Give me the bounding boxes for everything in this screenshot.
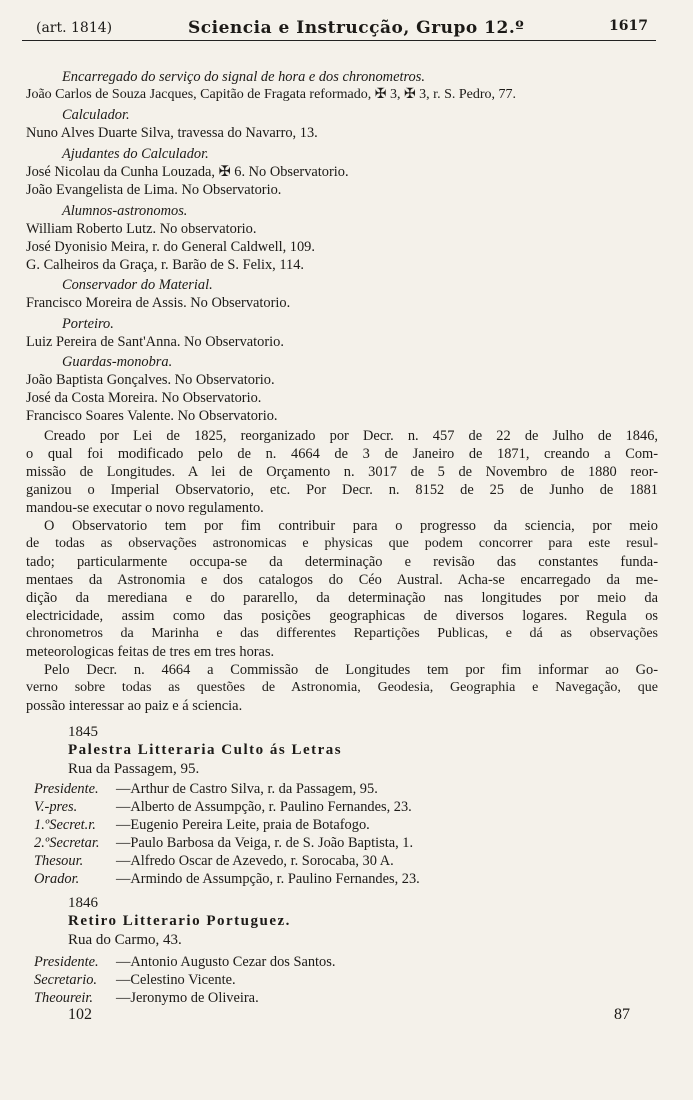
palestra-title: Palestra Litteraria Culto ás Letras bbox=[68, 742, 343, 758]
member-text: —Armindo de Assumpção, r. Paulino Fernandes, 23. bbox=[116, 871, 420, 887]
member-text: —Eugenio Pereira Leite, praia de Botafogo. bbox=[116, 817, 370, 833]
member-role: 1.ºSecret.r. bbox=[34, 817, 96, 833]
conservador-name: Francisco Moreira de Assis. No Observatorio. bbox=[26, 295, 291, 311]
member-role: Orador. bbox=[34, 871, 80, 887]
retiro-title: Retiro Litterario Portuguez. bbox=[68, 913, 291, 929]
member-role: Theoureir. bbox=[34, 990, 94, 1006]
member-row bbox=[34, 989, 259, 1007]
paragraph-line: possão interessar ao paiz e á sciencia. bbox=[26, 698, 243, 714]
paragraph-line: meteorologicas feitas de tres em tres horas. bbox=[26, 644, 275, 660]
paragraph-line: Pelo Decr. n. 4664 a Commissão de Longitudes tem por fim informar ao Go- bbox=[44, 662, 658, 678]
paragraph-line: Creado por Lei de 1825, reorganizado por Decr. n. 457 de 22 de Julho de 1846, bbox=[44, 428, 658, 444]
ajudantes-title: Ajudantes do Calculador. bbox=[62, 146, 209, 162]
member-row bbox=[34, 798, 412, 816]
paragraph-line: mentaes da Astronomia e dos catalogos do Céo Austral. Acha-se encarregado da me- bbox=[26, 572, 658, 588]
header-title: Sciencia e Instrucção, Grupo 12.º bbox=[188, 18, 525, 38]
guarda-item: João Baptista Gonçalves. No Observatorio. bbox=[26, 372, 275, 388]
entry-number-1846: 1846 bbox=[68, 895, 98, 911]
guardas-title: Guardas-monobra. bbox=[62, 354, 173, 370]
member-role: Presidente. bbox=[34, 781, 99, 797]
member-row bbox=[34, 971, 236, 989]
paragraph-line: ganizou o Imperial Observatorio, etc. Por Decr. n. 8152 de 25 de Junho de 1881 bbox=[26, 482, 658, 498]
porteiro-title: Porteiro. bbox=[62, 316, 114, 332]
member-row bbox=[34, 816, 370, 834]
paragraph-line: O Observatorio tem por fim contribuir para o progresso da sciencia, por meio bbox=[44, 518, 658, 534]
ajudante-item: José Nicolau da Cunha Louzada, ✠ 6. No Observatorio. bbox=[26, 164, 349, 180]
member-row bbox=[34, 953, 335, 971]
member-row bbox=[34, 780, 378, 798]
palestra-address: Rua da Passagem, 95. bbox=[68, 761, 200, 777]
footer-signature-right: 87 bbox=[614, 1006, 630, 1023]
header-article-ref: (art. 1814) bbox=[36, 20, 113, 36]
paragraph-line: tado; particularmente occupa-se da determinação e revisão das constantes funda- bbox=[26, 554, 658, 570]
member-role: Presidente. bbox=[34, 954, 99, 970]
member-text: —Celestino Vicente. bbox=[116, 972, 236, 988]
member-text: —Jeronymo de Oliveira. bbox=[116, 990, 259, 1006]
paragraph-line: verno sobre todas as questões de Astronomia, Geodesia, Geographia e Navegação, que bbox=[26, 680, 658, 695]
paragraph-line: de todas as observações astronomicas e physicas que podem concorrer para este resul- bbox=[26, 536, 658, 551]
page-header bbox=[22, 16, 656, 41]
alumno-item: José Dyonisio Meira, r. do General Caldwell, 109. bbox=[26, 239, 315, 255]
member-row bbox=[34, 852, 394, 870]
member-row bbox=[34, 834, 413, 852]
member-text: —Alberto de Assumpção, r. Paulino Fernandes, 23. bbox=[116, 799, 412, 815]
member-text: —Arthur de Castro Silva, r. da Passagem, 95. bbox=[116, 781, 378, 797]
retiro-address: Rua do Carmo, 43. bbox=[68, 932, 182, 948]
guarda-item: Francisco Soares Valente. No Observatorio. bbox=[26, 408, 278, 424]
member-row bbox=[34, 870, 420, 888]
conservador-title: Conservador do Material. bbox=[62, 277, 213, 293]
header-page-number: 1617 bbox=[609, 18, 648, 34]
member-role: V.-pres. bbox=[34, 799, 78, 815]
calculador-title: Calculador. bbox=[62, 107, 130, 123]
paragraph-line: dição da meredianа e do pararello, da determinação nas longitudes por meio da bbox=[26, 590, 658, 606]
ajudante-item: João Evangelista de Lima. No Observatorio. bbox=[26, 182, 282, 198]
member-text: —Paulo Barbosa da Veiga, r. de S. João Baptista, 1. bbox=[116, 835, 414, 851]
member-text: —Alfredo Oscar de Azevedo, r. Sorocaba, 30 A. bbox=[116, 853, 394, 869]
guarda-item: José da Costa Moreira. No Observatorio. bbox=[26, 390, 262, 406]
alumno-item: William Roberto Lutz. No observatorio. bbox=[26, 221, 257, 237]
alumnos-title: Alumnos-astronomos. bbox=[62, 203, 188, 219]
paragraph-line: chronometros da Marinha e das differentes Repartições Publicas, e dá as observações bbox=[26, 626, 658, 641]
member-text: —Antonio Augusto Cezar dos Santos. bbox=[116, 954, 336, 970]
paragraph-line: missão de Longitudes. A lei de Orçamento n. 3017 de 5 de Novembro de 1880 reor- bbox=[26, 464, 658, 480]
member-role: 2.ºSecretar. bbox=[34, 835, 100, 851]
paragraph-line: o qual foi modificado pelo de n. 4664 de 3 de Janeiro de 1871, creando a Com- bbox=[26, 446, 658, 462]
encarregado-title: Encarregado do serviço do signal de hora e dos chronometros. bbox=[62, 69, 425, 85]
encarregado-name: João Carlos de Souza Jacques, Capitão de Fragata reformado, ✠ 3, ✠ 3, r. S. Pedro, 77. bbox=[26, 87, 517, 102]
member-role: Thesour. bbox=[34, 853, 84, 869]
calculador-name: Nuno Alves Duarte Silva, travessa do Navarro, 13. bbox=[26, 125, 318, 141]
paragraph-line: electricidade, assim como das posições geographicas de diversos logares. Regula os bbox=[26, 608, 658, 624]
entry-number-1845: 1845 bbox=[68, 724, 98, 740]
paragraph-line: mandou-se executar o novo regulamento. bbox=[26, 500, 264, 516]
member-role: Secretario. bbox=[34, 972, 98, 988]
footer-signature-left: 102 bbox=[68, 1006, 92, 1023]
porteiro-name: Luiz Pereira de Sant'Anna. No Observatorio. bbox=[26, 334, 284, 350]
alumno-item: G. Calheiros da Graça, r. Barão de S. Felix, 114. bbox=[26, 257, 305, 273]
